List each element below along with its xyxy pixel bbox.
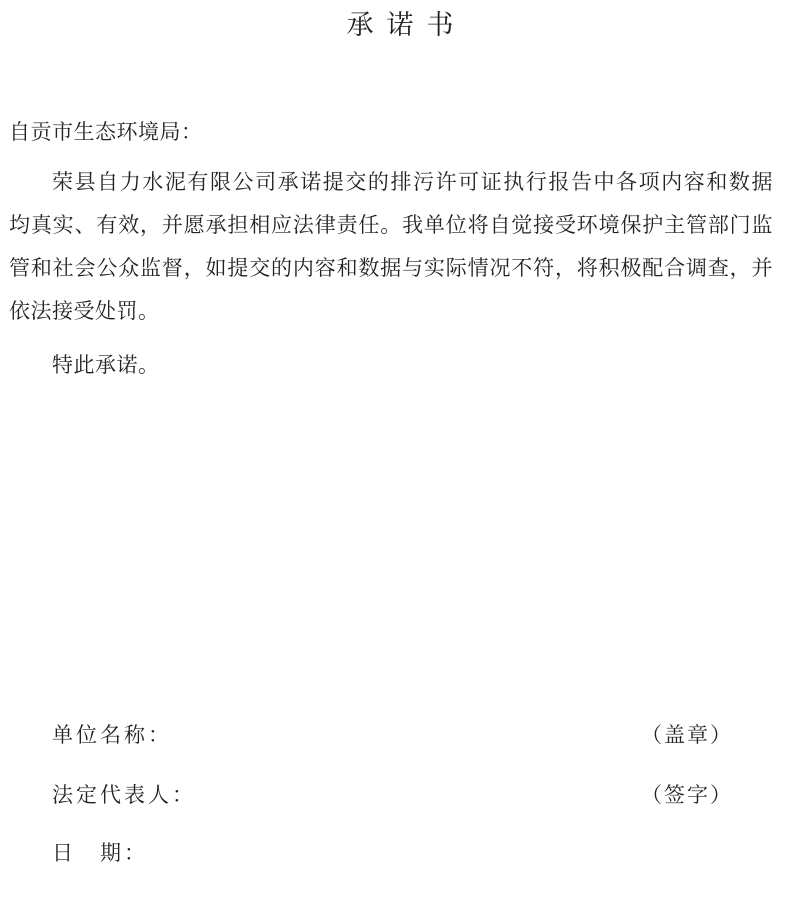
salutation-line: 自贡市生态环境局： xyxy=(9,120,203,144)
signature-annotation: （签字） xyxy=(641,783,733,807)
unit-name-label: 单位名称： xyxy=(52,723,172,747)
signature-row-unit-name xyxy=(0,721,800,749)
body-line-3: 管和社会公众监督，如提交的内容和数据与实际情况不符，将积极配合调查，并 xyxy=(9,256,773,280)
seal-annotation: （盖章） xyxy=(641,723,733,747)
body-line-2: 均真实、有效，并愿承担相应法律责任。我单位将自觉接受环境保护主管部门监 xyxy=(9,213,773,237)
body-line-4: 依法接受处罚。 xyxy=(9,299,160,323)
date-label: 日 期： xyxy=(52,841,148,865)
signature-row-legal-representative xyxy=(0,781,800,809)
body-line-1: 荣县自力水泥有限公司承诺提交的排污许可证执行报告中各项内容和数据 xyxy=(52,170,773,194)
closing-statement: 特此承诺。 xyxy=(52,353,160,377)
legal-representative-label: 法定代表人： xyxy=(52,783,196,807)
document-title: 承诺书 xyxy=(346,10,467,40)
signature-row-date xyxy=(0,839,800,867)
body-paragraph xyxy=(9,161,773,333)
